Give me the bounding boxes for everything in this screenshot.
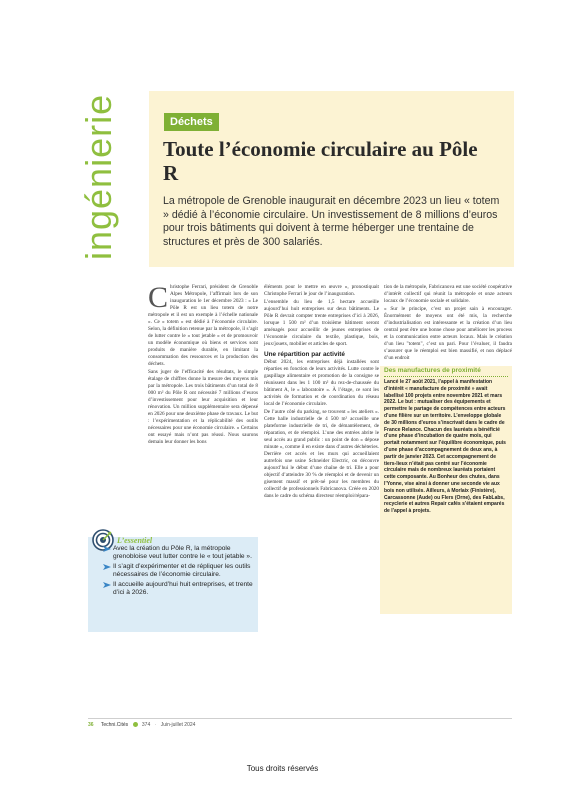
sidebar-box-text: Lancé le 27 août 2021, l’appel à manifestation d’intérêt « manufacture de proximité » avait labellisé 100 projets entre novembre 2021 et mars 2022. Le but : mutualiser des équipements et permettre le partage de compétences entre acteurs d’une filière sur un territoire. L’enveloppe globale de 30 millions d’euros s’inscrivait dans le cadre de France Relance. Chacun des lauréats a bénéficié d’une phase d’incubation de quatre mois, qui portait notamment sur l’équilibre économique, puis d’une phase d’accompagnement de deux ans, à partir de janvier 2023. Cet accompagnement de tiers-lieux n’était pas centré sur l’économie circulaire mais de nombreux lauréats portaient cette composante. Au Bonheur des chutes, dans l’Yonne, vise ainsi à donner une seconde vie aux bois non utilisés. Ailleurs, à Morlaix (Finistère), Carcassonne (Aude) ou Flers (Orne), des FabLabs, recyclerie et autres Repair cafés s’étaient emparés de l’appel à projets. — [384, 379, 506, 515]
section-subhead: Une répartition par activité — [264, 351, 345, 358]
key-points-list — [103, 545, 255, 599]
paragraph: L’ensemble du lieu de 1,5 hectare accueille aujourd’hui huit entreprises sur deux bâtiments. Le Pôle R devrait compter trente entreprises d’ici à 2026, lorsque 1 500 m² d’un troisième bâtiment seront aménagés pour accueillir de jeunes entreprises de l’économie circulaire du textile, plastique, bois, jeux/jouets, mobilier et articles de sport. — [264, 299, 379, 347]
list-item — [103, 563, 255, 579]
divider — [384, 376, 508, 377]
page-footer — [88, 721, 195, 729]
issue-date: Juin-juillet 2024 — [160, 722, 196, 728]
paragraph: Début 2024, les entreprises déjà installées sont réparties en fonction de leurs activités. Lutte contre le gaspillage alimentaire et promotion de la consigne se réunissent dans les 1 100 m² du rez-de-chaussée du bâtiment A, le « laboratoire ». À l’étage, ce sont les activités de formation et de coordination du réseau local de l’économie circulaire. — [264, 359, 379, 407]
paragraph: « Sur le principe, c’est un projet sain à encourager. Énormément de moyens ont été mis, la recherche d’industrialisation est intéressante et la création d’un lieu central peut être une bonne chose pour améliorer les process et la communication entre acteurs locaux. Mais le création d’un lieu "totem", c’est un pari. Pour l’évaluer, il faudra s’assurer que le réemploi est bien massifié, et non déplacé d’un endroit — [384, 306, 512, 361]
key-point-text: Il s’agit d’expérimenter et de répliquer les outils nécessaires de l’économie circulaire. — [113, 563, 251, 578]
category-tag: Déchets — [164, 113, 219, 131]
article-column-3 — [384, 284, 512, 363]
paragraph: Sans juger de l’efficacité des résultats, le simple étalage de chiffres donne la mesure des moyens mis par la métropole. Les trois bâtiments d’un total de 8 000 m² du Pôle R ont nécessité 7 millions d’euros d’investissement pour leur acquisition et leur rénovation. Un million supplémentaire sera dépensé en 2026 pour une deuxième phase de travaux. Le but : l’expérimentation et la réplicabilité des outils nécessaires pour une économie circulaire. « Certains ont essayé mais n’ont pas réussi. Nous saurons demain leur donner les bons — [148, 369, 258, 445]
arrow-icon — [103, 582, 111, 588]
footer-divider — [88, 718, 512, 719]
article-column-1 — [148, 281, 258, 447]
article-column-2 — [264, 284, 379, 501]
page-number: 36 — [88, 722, 94, 728]
magazine-name: Techni.Cités — [100, 722, 129, 728]
section-label: ingénierie — [78, 93, 119, 260]
separator: · — [154, 722, 157, 728]
key-point-text: Il accueille aujourd’hui huit entreprises, et trente d’ici à 2026. — [113, 581, 253, 596]
dot-icon — [133, 722, 138, 727]
key-point-text: Avec la création du Pôle R, la métropole grenobloise veut lutter contre le « tout jetable ». — [113, 545, 252, 560]
article-lead: La métropole de Grenoble inaugurait en décembre 2023 un lieu « totem » dédié à l’économie circulaire. Un investissement de 8 millions d’euros pour trois bâtiments qui doivent à terme héberger une trentaine de structures et près de 300 salariés. — [163, 195, 500, 248]
list-item — [103, 581, 255, 597]
paragraph: tion de la métropole, Fabricanova est une société coopérative d’intérêt collectif qui réunit la métropole et onze acteurs locaux de l’économie sociale et solidaire. — [384, 284, 512, 304]
sidebar-box-body — [384, 379, 508, 515]
list-item — [103, 545, 255, 561]
drop-cap: C — [148, 281, 169, 314]
article-title: Toute l’économie circulaire au Pôle R — [163, 137, 478, 185]
paragraph: De l’autre côté du parking, se trouvent « les ateliers ». Cette halle industrielle de 4 500 m² accueille une plateforme industrielle de tri, de démantèlement, de réparation, et de réemploi. L’une des entrées abrite le seul accès au grand public : un point de don « dépose minute », comme il en existe dans d’autres déchèteries. Derrière cet accès et les murs qui accueillaient autrefois une usine Schneider Electric, on découvre aujourd’hui le début d’une chaîne de tri. Elle a pour objectif d’atteindre 30 % de réemploi et de devenir un gisement massif et prêt-né pour les membres du collectif de professionnels Fabricanova. Créée en 2020 dans le cadre du schéma directeur réemploi/répara- — [264, 409, 379, 499]
paragraph: éléments pour le mettre en œuvre », pronostiquait Christophe Ferrari le jour de l’inauguration. — [264, 284, 379, 297]
key-points-title: L’essentiel — [117, 536, 153, 545]
paragraph: hristophe Ferrari, président de Grenoble Alpes Métropole, l’affirmait lors de son inauguration le 1er décembre 2023 : « Le Pôle R est un lieu totem de notre métropole et il est un exemple à l’échelle nationale ». Ce « totem » est dédié à l’économie circulaire. Selon, la définition retenue par la métropole, il s’agit de lutter contre le « tout jetable » et de promouvoir un modèle économique où biens et services sont produits de manière durable, en limitant la consommation des ressources et la production des déchets. — [148, 284, 258, 367]
issue-number: 374 — [141, 722, 151, 728]
arrow-icon — [103, 564, 111, 570]
arrow-icon — [103, 546, 111, 552]
copyright-notice: Tous droits réservés — [246, 764, 319, 773]
sidebar-box-title: Des manufactures de proximité — [384, 367, 481, 374]
